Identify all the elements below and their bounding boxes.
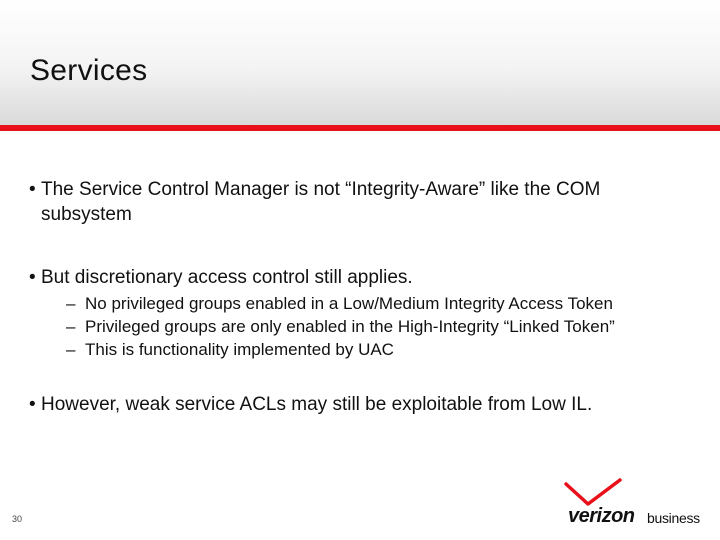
page-number: 30	[12, 514, 23, 524]
bullet-text: The Service Control Manager is not “Integrity-Aware” like the COM	[41, 179, 601, 200]
bullet-dot-icon: •	[29, 179, 36, 200]
header-divider	[0, 125, 720, 131]
bullet-item	[29, 177, 709, 227]
logo-sub-text: business	[647, 510, 700, 526]
bullet-text: But discretionary access control still applies.	[41, 267, 413, 288]
bullet-item	[29, 392, 592, 417]
subbullet-text: This is functionality implemented by UAC	[85, 340, 394, 359]
subbullet-list	[66, 292, 615, 361]
dash-icon: –	[66, 340, 76, 359]
subbullet-text: No privileged groups enabled in a Low/Medium Integrity Access Token	[85, 294, 613, 313]
subbullet-item	[66, 338, 615, 361]
dash-icon: –	[66, 294, 76, 313]
subbullet-item	[66, 292, 615, 315]
subbullet-text: Privileged groups are only enabled in the High-Integrity “Linked Token”	[85, 317, 615, 336]
bullet-text: However, weak service ACLs may still be exploitable from Low IL.	[41, 394, 593, 415]
subbullet-item	[66, 315, 615, 338]
verizon-business-logo	[560, 478, 720, 528]
bullet-text-continued: subsystem	[41, 204, 132, 225]
slide-title: Services	[30, 54, 148, 87]
bullet-item	[29, 265, 413, 290]
bullet-dot-icon: •	[29, 267, 36, 288]
logo-brand-text: verizon	[568, 505, 635, 527]
dash-icon: –	[66, 317, 76, 336]
bullet-dot-icon: •	[29, 394, 36, 415]
